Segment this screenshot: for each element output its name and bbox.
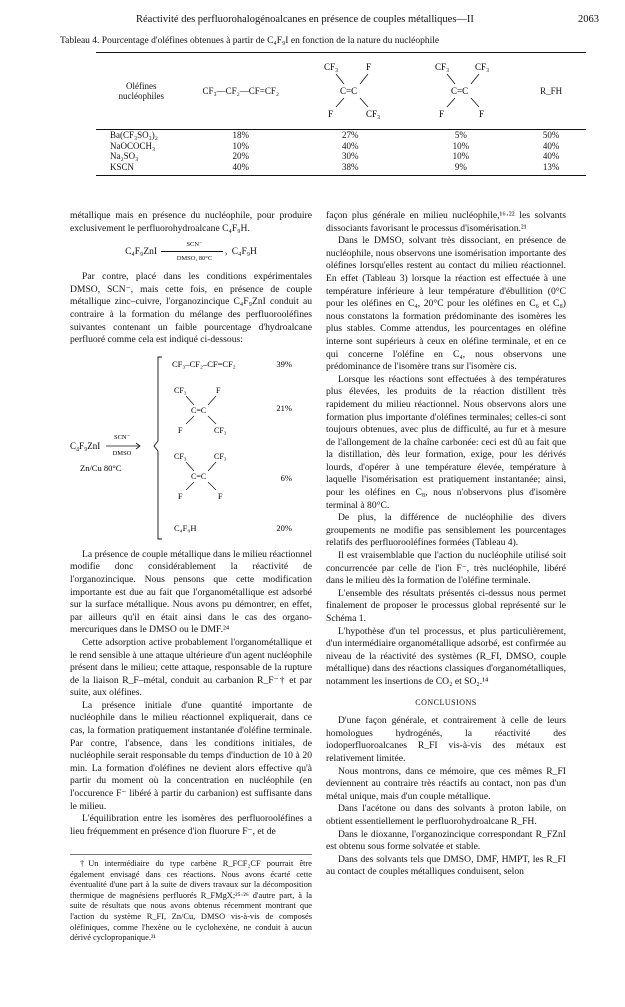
header-label-line1: Oléfines bbox=[126, 81, 157, 91]
cis-olefin-structure bbox=[421, 59, 501, 121]
row-value: 40% bbox=[542, 140, 560, 151]
cf3-label: CF₃ bbox=[366, 109, 381, 119]
paragraph: Par contre, placé dans les conditions expérimentales DMSO, SCN⁻, mais cette fois, en présence de couple métallique zinc–cuivre, l'organozincique C₄F₉ZnI conduit au contraire à la formation du mélange des perfluorooléfines suivantes contenant un faible pourcentage d'hydroalcane perfluoré comme cela est indiqué ci-dessous: bbox=[70, 271, 312, 346]
scheme-reagent-2: Zn/Cu 80°C bbox=[80, 462, 122, 473]
header-label-line2: nucléophiles bbox=[118, 91, 165, 101]
cf3-label: CF₃ bbox=[214, 451, 227, 461]
cf3-label: CF₃ bbox=[174, 385, 187, 395]
cf3-label: CF₃ bbox=[474, 62, 489, 72]
scheme-cis-olefin bbox=[174, 452, 227, 501]
f-label: F bbox=[438, 109, 444, 119]
table-row bbox=[96, 141, 586, 152]
paragraph: Nous montrons, dans ce mémoire, que ces mêmes R_FI deviennent au contraire très réactifs au contact, non pas d'un métal unique, mais d'un couple métallique. bbox=[326, 765, 566, 802]
eq-arrow-below: DMSO, 80°C bbox=[176, 255, 213, 263]
f-label: F bbox=[178, 491, 183, 501]
paragraph: façon plus générale en milieu nucléophile,¹⁶·²² les solvants dissociants favorisant le processus d'isomérisation.²¹ bbox=[326, 210, 566, 234]
row-value: 10% bbox=[232, 140, 250, 151]
left-column bbox=[70, 210, 312, 838]
table-header-label bbox=[96, 53, 187, 130]
row-value: 40% bbox=[341, 140, 359, 151]
row-value: 13% bbox=[516, 162, 586, 176]
row-value: 20% bbox=[232, 151, 250, 161]
paragraph: Dans le dioxanne, l'organozincique correspondant R_FZnI est obtenu sous forme solvatée et stable. bbox=[326, 828, 566, 853]
right-column bbox=[326, 210, 566, 879]
row-value: 10% bbox=[452, 140, 470, 151]
footnote bbox=[70, 854, 312, 944]
row-value: 30% bbox=[341, 151, 359, 161]
scheme-reactant: C₄F₉ZnI bbox=[70, 440, 101, 451]
row-nucleophile: KSCN bbox=[96, 162, 187, 176]
scheme-pct-2: 21% bbox=[276, 402, 292, 413]
cf3-label: CF₃ bbox=[214, 425, 227, 435]
f-label: F bbox=[216, 385, 221, 395]
cf3-label: CF₃ bbox=[324, 62, 339, 72]
table-row bbox=[96, 130, 586, 141]
table-row bbox=[96, 151, 586, 162]
row-value: 40% bbox=[187, 162, 295, 176]
row-value: 18% bbox=[232, 130, 250, 140]
scheme-pct-4: 20% bbox=[276, 522, 292, 533]
scheme-pct-3: 6% bbox=[280, 472, 292, 483]
table-header-row bbox=[96, 53, 586, 130]
paragraph: Dans l'acétone ou dans des solvants à proton labile, on obtient essentiellement le perfluorohydroalcane R_FH. bbox=[326, 803, 566, 827]
f-label: F bbox=[178, 425, 183, 435]
paragraph: L'ensemble des résultats présentés ci-dessus nous permet finalement de proposer le processus global représenté sur le Schéma 1. bbox=[326, 587, 566, 624]
table-row bbox=[96, 162, 586, 176]
double-bond-label: C=C bbox=[191, 471, 207, 481]
header-trans-olefin bbox=[295, 53, 406, 130]
paragraph: Cette adsorption active probablement l'organométallique et le rend sensible à une attaque ultérieure d'un agent nucléophile présent dans le milieu; cette attaque, responsable de la rupture de la liaison R_F–métal, conduit au carbanion R_F⁻† et par suite, aux oléfines. bbox=[70, 636, 312, 699]
running-title: Réactivité des perfluorohalogénoalcanes en présence de couples métalliques—II bbox=[136, 14, 474, 25]
row-value: 5% bbox=[454, 130, 467, 140]
f-label: F bbox=[366, 62, 372, 72]
scheme-trans-olefin bbox=[174, 386, 227, 435]
paragraph: Dans le DMSO, solvant très dissociant, en présence de nucléophile, nous observons une isomérisation importante des oléfines lorsqu'elles restent au contact du milieu réactionnel. En effet (Tableau 3) lorsque la réaction est effectuée à une température inférieure à leur température d'ébullition (0°C pour les oléfines en C₄, 20°C pour les oléfines en C₆ et C₈) nous constatons la formation prédominante des isomères les plus stables. Comme attendus, les pourcentages en oléfine interne sont supérieurs à ceux en oléfine terminale, et en ce qui concerne l'oléfine en C₄, nous observons une prédominance de l'isomère trans sur l'isomère cis. bbox=[326, 235, 566, 373]
double-bond-label: C=C bbox=[191, 405, 207, 415]
row-nucleophile: Na₂SO₃ bbox=[110, 151, 139, 161]
paragraph: L'équilibration entre les isomères des perfluorooléfines a lieu fréquemment en présence d'ion fluorure F⁻, et de bbox=[70, 813, 312, 837]
double-bond-label: C=C bbox=[340, 86, 358, 96]
f-label: F bbox=[328, 109, 334, 119]
header-hydroalkane: R_FH bbox=[516, 53, 586, 130]
paragraph: Il est vraisemblable que l'action du nucléophile utilisé soit concurrencée par celle de l'ion F⁻, très nucléophile, libéré dans le milieu dès la formation de l'oléfine terminale. bbox=[326, 550, 566, 587]
double-bond-label: C=C bbox=[450, 86, 468, 96]
f-label: F bbox=[478, 109, 484, 119]
paragraph: D'une façon générale, et contrairement à celle de leurs homologues hydrogénés, la réactivité des iodoperfluoroalcanes R_FI vis-à-vis des métaux est relativement limitée. bbox=[326, 715, 566, 764]
paragraph: Dans des solvants tels que DMSO, DMF, HMPT, les R_FI au contact de couples métalliques conduisent, selon bbox=[326, 853, 566, 878]
cf3-label: CF₃ bbox=[174, 451, 187, 461]
eq-arrow: SCN⁻ › DMSO, 80°C bbox=[159, 245, 229, 259]
f-label: F bbox=[218, 491, 223, 501]
equation bbox=[70, 241, 312, 263]
row-value: 9% bbox=[406, 162, 517, 176]
cf3-label: CF₃ bbox=[434, 62, 449, 72]
scheme-reagent-above: SCN⁻ bbox=[113, 433, 131, 441]
row-value: 40% bbox=[542, 151, 560, 161]
header-terminal-olefin: CF₃—CF₂—CF=CF₂ bbox=[187, 53, 295, 130]
scheme-product-1: CF₃–CF₂–CF=CF₂ bbox=[172, 358, 236, 369]
footnote-text: †Un intermédiaire du type carbène R_FCF₂CF pourrait être également envisagé dans ces réactions. Nous avons écarté cette éventualité d'une part à la suite de divers travaux sur la décomposition thermique de magnésiens perfluorés R_FMgX;²⁵·²⁶ d'autre part, à la suite de résultats que nous avons obtenus récemment montrant que l'action du système R_FI, Zn/Cu, DMSO vis-à-vis de composés oléfiniques, comme l'hexène ou le cyclohexène, ne conduit à aucun dérivé cyclopropanique.²¹ bbox=[70, 859, 312, 943]
running-header bbox=[26, 14, 599, 28]
reaction-scheme bbox=[70, 353, 312, 543]
row-value: 38% bbox=[295, 162, 406, 176]
paragraph: métallique mais en présence du nucléophile, pour produire exclusivement le perfluorohydroalcane C₄F₉H. bbox=[70, 210, 312, 234]
paragraph: La présence de couple métallique dans le milieu réactionnel modifie donc considérablement la réactivité de l'organozincique. Nous pensons que cette modification importante est due au fait que l'organométallique est adsorbé sur la surface métallique. Nous avons pu démontrer, en effet, par ailleurs qu'il en était ainsi dans le cas des organo-mercuriques dans le DMSO ou le DMF.²⁴ bbox=[70, 548, 312, 636]
paragraph: L'hypothèse d'un tel processus, et plus particulièrement, d'un intermédiaire organométallique adsorbé, est confirmée au niveau de la réactivité des systèmes (R_FI, DMSO, couple métallique) dans des réactions classiques d'organométalliques, notamment les insertions de CO₂ et SO₂.¹⁴ bbox=[326, 625, 566, 687]
scheme-pct-1: 39% bbox=[276, 358, 292, 369]
table-caption: Tableau 4. Pourcentage d'oléfines obtenues à partir de C₄F₉I en fonction de la nature du nucléophile bbox=[60, 36, 440, 46]
header-cis-olefin bbox=[406, 53, 517, 130]
paragraph: Lorsque les réactions sont effectuées à des températures plus élevées, les produits de la réaction distillent très rapidement du milieu réactionnel. Nous observons alors une formation plus importante d'oléfines terminales; celles-ci sont toujours obtenues, avec plus de difficulté, au fur et à mesure de l'allongement de la chaîne carbonée: ceci est dû au fait que la distillation, dès leur formation, exige, pour les dérivés lourds, d'opérer à une température élevée, température à laquelle l'isomérisation est pratiquement instantanée; ainsi, pour les oléfines en C₈, nous n'observons plus d'isomère terminal à 80°C. bbox=[326, 373, 566, 511]
row-value: 27% bbox=[341, 130, 359, 140]
trans-olefin-structure bbox=[310, 59, 390, 121]
paragraph: La présence initiale d'une quantité importante de nucléophile dans le milieu réactionnel expliquerait, dans ce cas, la formation pratiquement instantanée d'oléfine terminale. Par contre, l'absence, dans les conditions initiales, de nucléophile serait responsable du temps d'induction de 10 à 20 min. La formation d'oléfines ne devient alors effective qu'à partir du moment où la concentration en nucléophile (en l'occurence F⁻ libéré à partir du carbanion) est suffisante dans le milieu. bbox=[70, 699, 312, 812]
row-nucleophile: Ba(CF₃SO₃)₂ bbox=[110, 130, 158, 140]
paragraph: De plus, la différence de nucléophilie des divers groupements ne modifie pas sensiblement les pourcentages relatifs des perfluorooléfines formées (Tableau 4). bbox=[326, 512, 566, 549]
scheme-reagent-below: DMSO bbox=[112, 449, 132, 457]
row-value: 50% bbox=[542, 130, 560, 140]
eq-product: C₄F₉H bbox=[231, 247, 257, 258]
scheme-drawing bbox=[70, 353, 312, 543]
eq-arrow-above: SCN⁻ bbox=[186, 241, 203, 249]
scheme-product-4: C₄F₉H bbox=[174, 522, 197, 533]
section-heading: CONCLUSIONS bbox=[415, 697, 477, 707]
eq-reactant: C₄F₉ZnI bbox=[125, 247, 158, 258]
page-number: 2063 bbox=[578, 14, 599, 25]
olefin-table bbox=[96, 52, 586, 176]
row-value: 10% bbox=[452, 151, 470, 161]
row-nucleophile: NaOCOCH₃ bbox=[110, 140, 156, 151]
